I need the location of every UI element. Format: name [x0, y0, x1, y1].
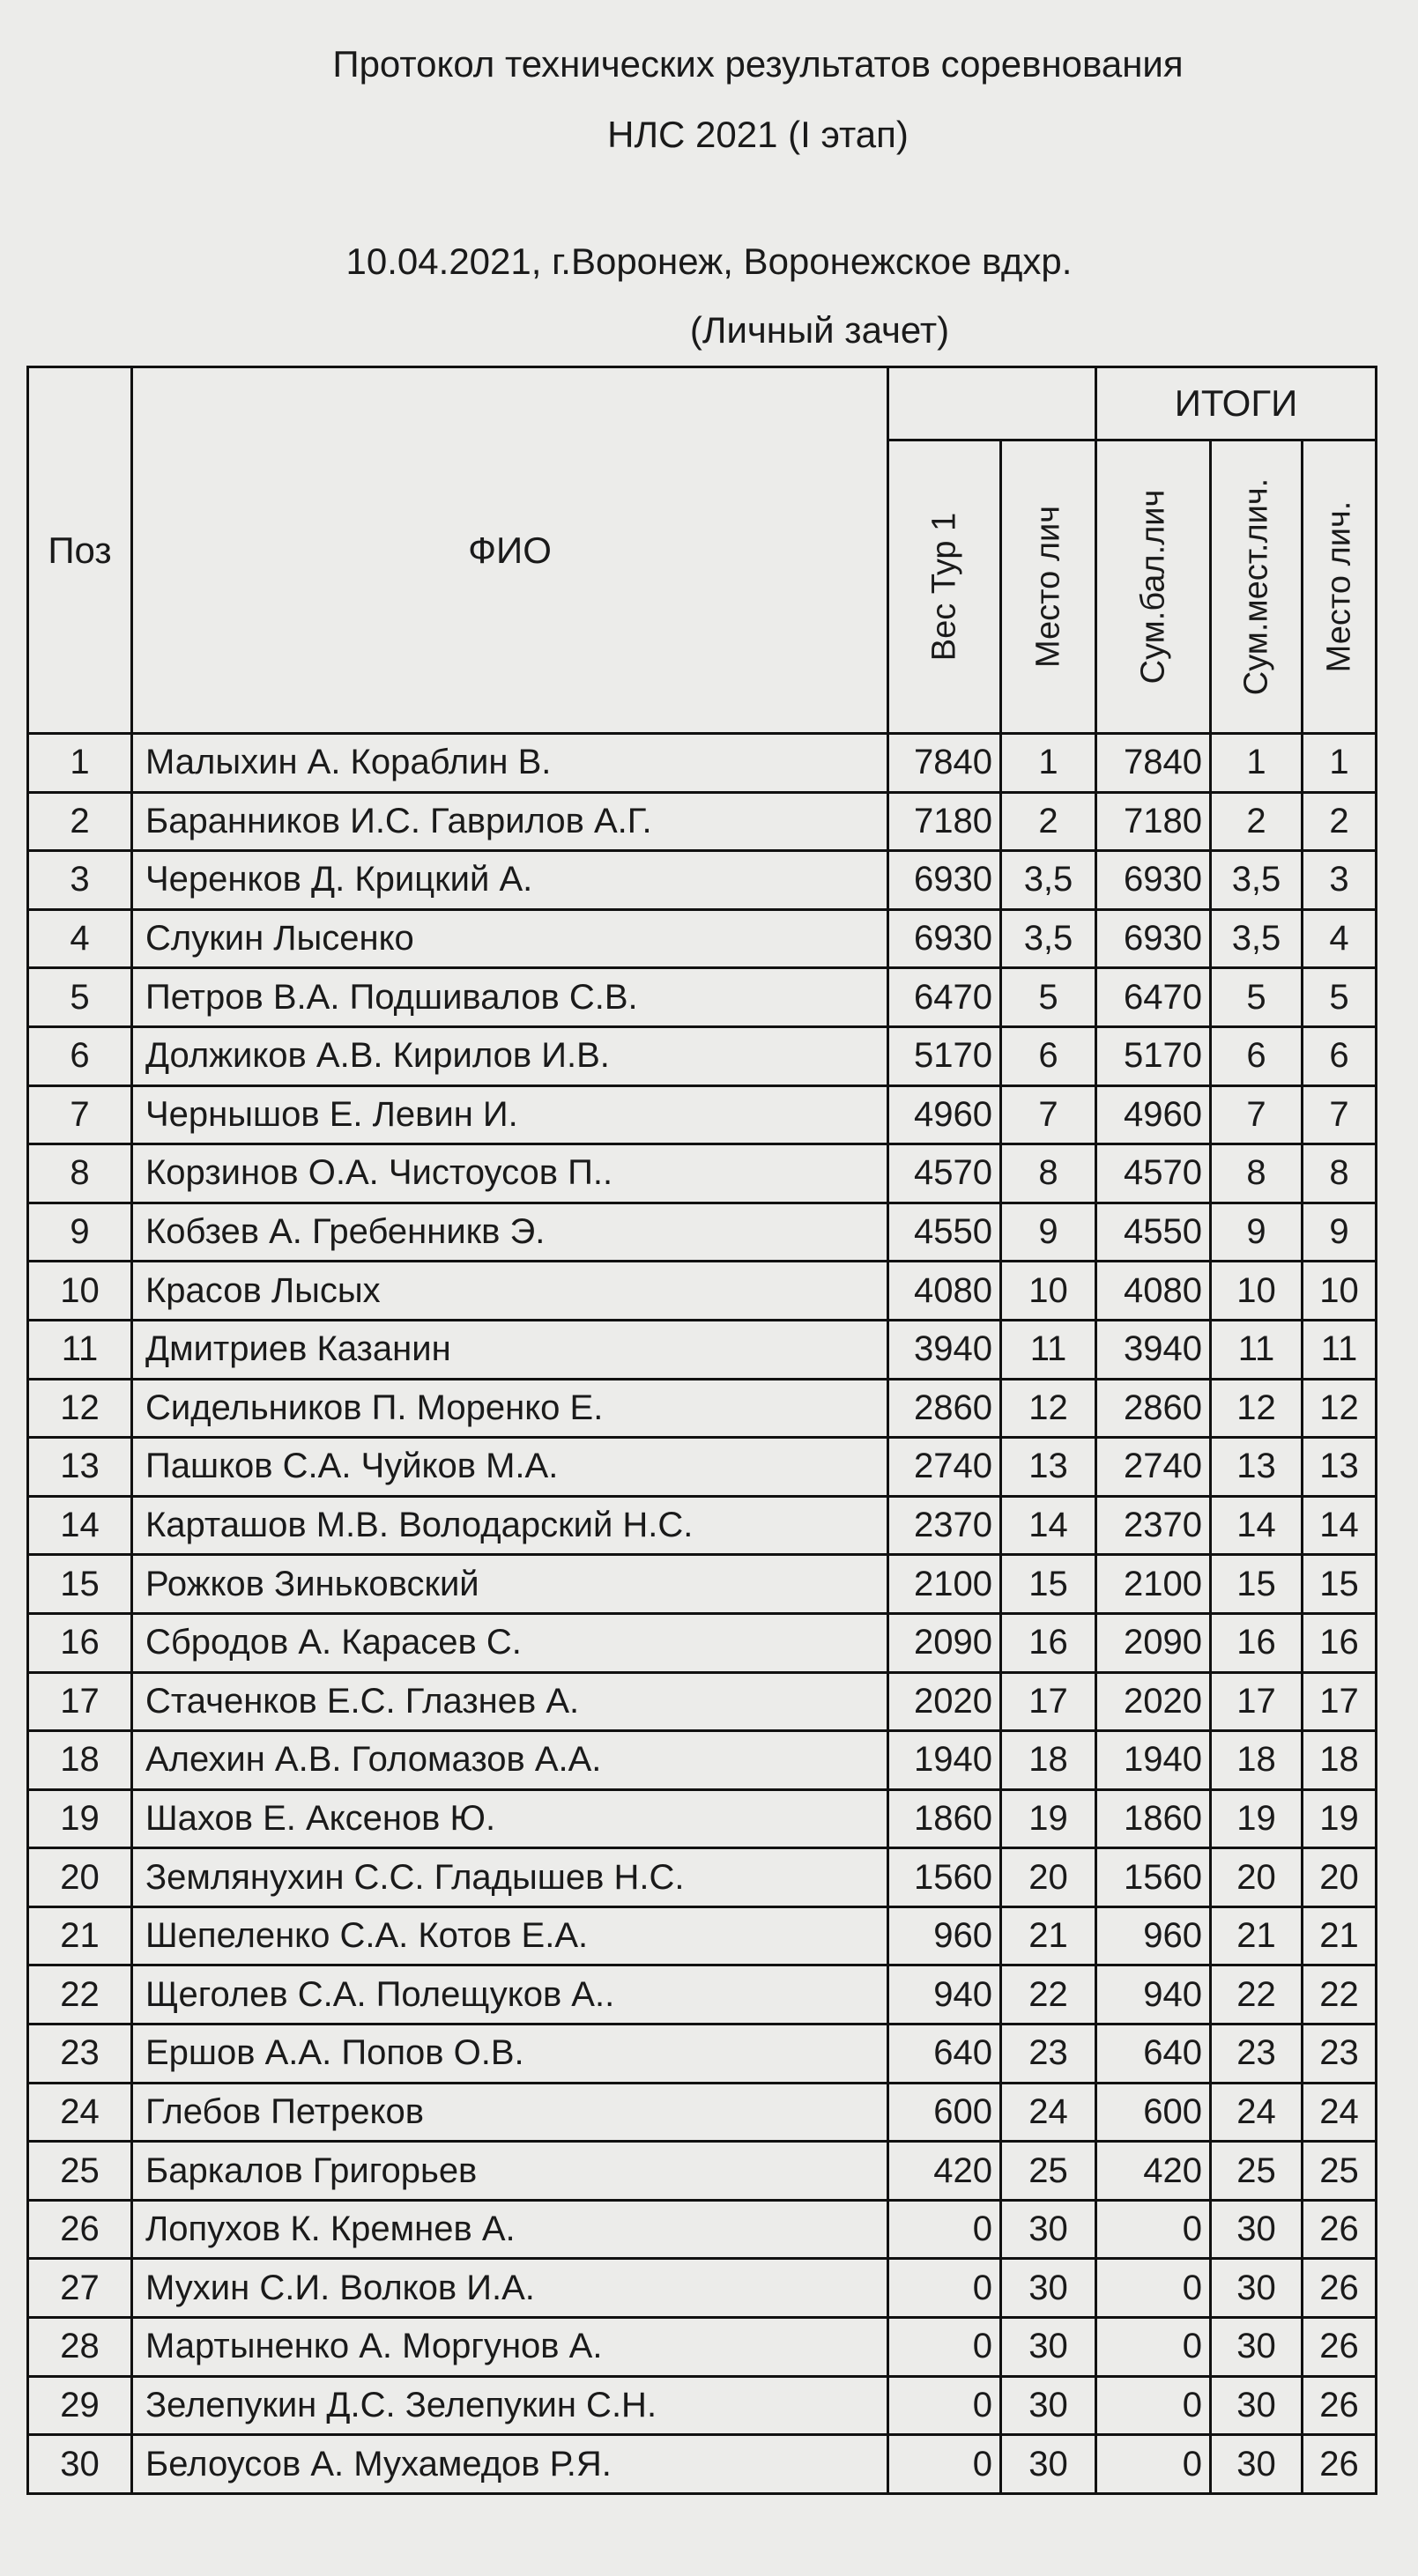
cell-mesto: 14 — [1001, 1496, 1096, 1555]
cell-mesto-lich: 26 — [1303, 2200, 1377, 2259]
cell-sum-mest: 17 — [1211, 1672, 1303, 1731]
table-row — [28, 909, 1377, 968]
cell-sum-bal: 2740 — [1096, 1438, 1211, 1497]
cell-ves: 960 — [888, 1906, 1001, 1965]
cell-sum-bal: 7840 — [1096, 734, 1211, 793]
cell-fio: Ершов А.А. Попов О.В. — [132, 2025, 888, 2084]
cell-pos: 6 — [28, 1026, 132, 1085]
table-row — [28, 734, 1377, 793]
table-row — [28, 2435, 1377, 2494]
cell-sum-bal: 1860 — [1096, 1789, 1211, 1848]
table-row — [28, 2142, 1377, 2201]
cell-ves: 4080 — [888, 1262, 1001, 1321]
cell-pos: 23 — [28, 2025, 132, 2084]
cell-mesto-lich: 2 — [1303, 792, 1377, 851]
cell-mesto-lich: 24 — [1303, 2083, 1377, 2142]
cell-sum-bal: 1560 — [1096, 1848, 1211, 1907]
cell-fio: Кобзев А. Гребенникв Э. — [132, 1203, 888, 1262]
cell-ves: 7840 — [888, 734, 1001, 793]
header-ves: Вес Тур 1 — [888, 440, 1001, 734]
cell-mesto: 22 — [1001, 1965, 1096, 2025]
cell-sum-bal: 960 — [1096, 1906, 1211, 1965]
table-row — [28, 2083, 1377, 2142]
table-row — [28, 2318, 1377, 2377]
header-blank — [888, 367, 1096, 440]
table-row — [28, 1965, 1377, 2025]
cell-sum-mest: 6 — [1211, 1026, 1303, 1085]
cell-mesto-lich: 8 — [1303, 1144, 1377, 1203]
cell-sum-mest: 3,5 — [1211, 851, 1303, 910]
cell-fio: Малыхин А. Кораблин В. — [132, 734, 888, 793]
cell-pos: 26 — [28, 2200, 132, 2259]
cell-sum-mest: 13 — [1211, 1438, 1303, 1497]
cell-mesto: 11 — [1001, 1320, 1096, 1379]
cell-mesto: 9 — [1001, 1203, 1096, 1262]
cell-mesto-lich: 12 — [1303, 1379, 1377, 1438]
header-pos: Поз — [28, 367, 132, 734]
cell-pos: 17 — [28, 1672, 132, 1731]
cell-ves: 0 — [888, 2435, 1001, 2494]
cell-mesto-lich: 21 — [1303, 1906, 1377, 1965]
cell-pos: 9 — [28, 1203, 132, 1262]
cell-ves: 7180 — [888, 792, 1001, 851]
cell-fio: Алехин А.В. Голомазов А.А. — [132, 1731, 888, 1790]
cell-sum-mest: 3,5 — [1211, 909, 1303, 968]
cell-pos: 30 — [28, 2435, 132, 2494]
cell-fio: Мартыненко А. Моргунов А. — [132, 2318, 888, 2377]
cell-pos: 22 — [28, 1965, 132, 2025]
table-row — [28, 1613, 1377, 1672]
cell-fio: Мухин С.И. Волков И.А. — [132, 2259, 888, 2318]
cell-mesto-lich: 7 — [1303, 1085, 1377, 1144]
cell-mesto: 5 — [1001, 968, 1096, 1027]
cell-sum-bal: 6470 — [1096, 968, 1211, 1027]
cell-sum-bal: 4960 — [1096, 1085, 1211, 1144]
cell-fio: Баркалов Григорьев — [132, 2142, 888, 2201]
cell-mesto: 1 — [1001, 734, 1096, 793]
header-fio: ФИО — [132, 367, 888, 734]
cell-sum-bal: 420 — [1096, 2142, 1211, 2201]
cell-mesto-lich: 1 — [1303, 734, 1377, 793]
cell-mesto-lich: 18 — [1303, 1731, 1377, 1790]
cell-fio: Шахов Е. Аксенов Ю. — [132, 1789, 888, 1848]
cell-pos: 29 — [28, 2376, 132, 2435]
cell-mesto-lich: 17 — [1303, 1672, 1377, 1731]
table-row — [28, 2025, 1377, 2084]
cell-ves: 4570 — [888, 1144, 1001, 1203]
cell-ves: 0 — [888, 2318, 1001, 2377]
table-row — [28, 1144, 1377, 1203]
cell-ves: 4960 — [888, 1085, 1001, 1144]
cell-pos: 25 — [28, 2142, 132, 2201]
cell-mesto-lich: 23 — [1303, 2025, 1377, 2084]
table-row — [28, 792, 1377, 851]
cell-sum-bal: 600 — [1096, 2083, 1211, 2142]
cell-fio: Корзинов О.А. Чистоусов П.. — [132, 1144, 888, 1203]
cell-ves: 2860 — [888, 1379, 1001, 1438]
cell-mesto-lich: 26 — [1303, 2318, 1377, 2377]
cell-fio: Черенков Д. Крицкий А. — [132, 851, 888, 910]
cell-ves: 420 — [888, 2142, 1001, 2201]
cell-mesto: 2 — [1001, 792, 1096, 851]
cell-pos: 20 — [28, 1848, 132, 1907]
header-itogi: ИТОГИ — [1096, 367, 1377, 440]
cell-sum-bal: 2090 — [1096, 1613, 1211, 1672]
cell-mesto-lich: 25 — [1303, 2142, 1377, 2201]
table-row — [28, 2376, 1377, 2435]
cell-sum-bal: 3940 — [1096, 1320, 1211, 1379]
cell-fio: Сидельников П. Моренко Е. — [132, 1379, 888, 1438]
cell-sum-mest: 30 — [1211, 2259, 1303, 2318]
date-place: 10.04.2021, г.Воронеж, Воронежское вдхр. — [345, 241, 1073, 282]
cell-sum-bal: 940 — [1096, 1965, 1211, 2025]
cell-fio: Слукин Лысенко — [132, 909, 888, 968]
cell-sum-mest: 19 — [1211, 1789, 1303, 1848]
cell-mesto: 12 — [1001, 1379, 1096, 1438]
cell-mesto: 23 — [1001, 2025, 1096, 2084]
cell-sum-mest: 16 — [1211, 1613, 1303, 1672]
document-title: Протокол технических результатов соревнования — [332, 43, 1184, 85]
cell-mesto: 25 — [1001, 2142, 1096, 2201]
table-row — [28, 1731, 1377, 1790]
table-row — [28, 851, 1377, 910]
cell-sum-bal: 0 — [1096, 2376, 1211, 2435]
cell-sum-mest: 2 — [1211, 792, 1303, 851]
cell-ves: 640 — [888, 2025, 1001, 2084]
cell-ves: 2370 — [888, 1496, 1001, 1555]
cell-mesto-lich: 19 — [1303, 1789, 1377, 1848]
cell-fio: Красов Лысых — [132, 1262, 888, 1321]
table-row — [28, 1379, 1377, 1438]
cell-pos: 5 — [28, 968, 132, 1027]
cell-ves: 2740 — [888, 1438, 1001, 1497]
cell-ves: 6930 — [888, 851, 1001, 910]
cell-sum-mest: 9 — [1211, 1203, 1303, 1262]
cell-mesto: 13 — [1001, 1438, 1096, 1497]
cell-ves: 1860 — [888, 1789, 1001, 1848]
table-row — [28, 1555, 1377, 1614]
cell-pos: 18 — [28, 1731, 132, 1790]
cell-pos: 1 — [28, 734, 132, 793]
cell-ves: 1560 — [888, 1848, 1001, 1907]
cell-ves: 2090 — [888, 1613, 1001, 1672]
cell-mesto-lich: 6 — [1303, 1026, 1377, 1085]
cell-mesto: 21 — [1001, 1906, 1096, 1965]
cell-ves: 6930 — [888, 909, 1001, 968]
cell-sum-bal: 2370 — [1096, 1496, 1211, 1555]
cell-mesto: 30 — [1001, 2259, 1096, 2318]
cell-mesto: 18 — [1001, 1731, 1096, 1790]
cell-sum-mest: 5 — [1211, 968, 1303, 1027]
table-row — [28, 1438, 1377, 1497]
cell-sum-bal: 6930 — [1096, 909, 1211, 968]
cell-ves: 4550 — [888, 1203, 1001, 1262]
cell-mesto-lich: 20 — [1303, 1848, 1377, 1907]
header-mesto: Место лич — [1001, 440, 1096, 734]
header-mesto-lich: Место лич. — [1303, 440, 1377, 734]
cell-mesto: 30 — [1001, 2200, 1096, 2259]
table-row — [28, 1320, 1377, 1379]
cell-fio: Баранников И.С. Гаврилов А.Г. — [132, 792, 888, 851]
table-row — [28, 1789, 1377, 1848]
cell-pos: 16 — [28, 1613, 132, 1672]
cell-sum-bal: 4570 — [1096, 1144, 1211, 1203]
cell-sum-mest: 30 — [1211, 2435, 1303, 2494]
cell-mesto-lich: 13 — [1303, 1438, 1377, 1497]
cell-fio: Глебов Петреков — [132, 2083, 888, 2142]
cell-pos: 14 — [28, 1496, 132, 1555]
cell-mesto: 19 — [1001, 1789, 1096, 1848]
results-table — [26, 366, 1377, 2495]
cell-pos: 19 — [28, 1789, 132, 1848]
cell-sum-mest: 10 — [1211, 1262, 1303, 1321]
cell-ves: 5170 — [888, 1026, 1001, 1085]
cell-mesto-lich: 10 — [1303, 1262, 1377, 1321]
table-row — [28, 1672, 1377, 1731]
cell-mesto: 17 — [1001, 1672, 1096, 1731]
cell-pos: 2 — [28, 792, 132, 851]
cell-fio: Карташов М.В. Володарский Н.С. — [132, 1496, 888, 1555]
cell-pos: 24 — [28, 2083, 132, 2142]
cell-ves: 1940 — [888, 1731, 1001, 1790]
cell-mesto-lich: 16 — [1303, 1613, 1377, 1672]
cell-ves: 0 — [888, 2259, 1001, 2318]
cell-fio: Щеголев С.А. Полещуков А.. — [132, 1965, 888, 2025]
cell-sum-mest: 21 — [1211, 1906, 1303, 1965]
cell-mesto-lich: 26 — [1303, 2435, 1377, 2494]
cell-ves: 2020 — [888, 1672, 1001, 1731]
cell-mesto: 3,5 — [1001, 851, 1096, 910]
cell-sum-bal: 2860 — [1096, 1379, 1211, 1438]
cell-sum-bal: 2020 — [1096, 1672, 1211, 1731]
cell-fio: Рожков Зиньковский — [132, 1555, 888, 1614]
cell-mesto: 6 — [1001, 1026, 1096, 1085]
standings-type: (Личный зачет) — [689, 309, 950, 351]
cell-sum-mest: 1 — [1211, 734, 1303, 793]
cell-fio: Должиков А.В. Кирилов И.В. — [132, 1026, 888, 1085]
cell-sum-bal: 7180 — [1096, 792, 1211, 851]
cell-fio: Дмитриев Казанин — [132, 1320, 888, 1379]
table-row — [28, 1203, 1377, 1262]
cell-sum-mest: 7 — [1211, 1085, 1303, 1144]
cell-sum-bal: 2100 — [1096, 1555, 1211, 1614]
cell-sum-bal: 640 — [1096, 2025, 1211, 2084]
cell-pos: 15 — [28, 1555, 132, 1614]
cell-fio: Зелепукин Д.С. Зелепукин С.Н. — [132, 2376, 888, 2435]
cell-sum-mest: 11 — [1211, 1320, 1303, 1379]
cell-sum-bal: 4080 — [1096, 1262, 1211, 1321]
cell-sum-bal: 5170 — [1096, 1026, 1211, 1085]
cell-sum-bal: 0 — [1096, 2259, 1211, 2318]
cell-mesto-lich: 15 — [1303, 1555, 1377, 1614]
cell-mesto: 30 — [1001, 2435, 1096, 2494]
cell-sum-bal: 0 — [1096, 2435, 1211, 2494]
cell-fio: Шепеленко С.А. Котов Е.А. — [132, 1906, 888, 1965]
cell-pos: 8 — [28, 1144, 132, 1203]
cell-sum-mest: 30 — [1211, 2376, 1303, 2435]
cell-sum-bal: 4550 — [1096, 1203, 1211, 1262]
cell-pos: 3 — [28, 851, 132, 910]
cell-pos: 4 — [28, 909, 132, 968]
cell-sum-mest: 18 — [1211, 1731, 1303, 1790]
table-row — [28, 2259, 1377, 2318]
cell-sum-bal: 1940 — [1096, 1731, 1211, 1790]
cell-pos: 13 — [28, 1438, 132, 1497]
header-sum-mest: Сум.мест.лич. — [1211, 440, 1303, 734]
cell-sum-mest: 24 — [1211, 2083, 1303, 2142]
document-subtitle-stage: НЛС 2021 (I этап) — [607, 114, 909, 155]
cell-mesto-lich: 4 — [1303, 909, 1377, 968]
cell-sum-mest: 8 — [1211, 1144, 1303, 1203]
cell-mesto: 16 — [1001, 1613, 1096, 1672]
cell-mesto-lich: 26 — [1303, 2376, 1377, 2435]
cell-mesto-lich: 5 — [1303, 968, 1377, 1027]
table-row — [28, 1906, 1377, 1965]
cell-sum-mest: 30 — [1211, 2200, 1303, 2259]
cell-mesto: 3,5 — [1001, 909, 1096, 968]
cell-ves: 0 — [888, 2376, 1001, 2435]
cell-sum-bal: 0 — [1096, 2200, 1211, 2259]
cell-sum-mest: 30 — [1211, 2318, 1303, 2377]
cell-mesto-lich: 11 — [1303, 1320, 1377, 1379]
cell-ves: 6470 — [888, 968, 1001, 1027]
header-sum-bal: Сум.бал.лич — [1096, 440, 1211, 734]
cell-mesto-lich: 3 — [1303, 851, 1377, 910]
cell-ves: 940 — [888, 1965, 1001, 2025]
cell-sum-mest: 15 — [1211, 1555, 1303, 1614]
cell-ves: 2100 — [888, 1555, 1001, 1614]
cell-sum-mest: 20 — [1211, 1848, 1303, 1907]
cell-mesto: 24 — [1001, 2083, 1096, 2142]
cell-mesto: 20 — [1001, 1848, 1096, 1907]
cell-mesto: 7 — [1001, 1085, 1096, 1144]
cell-mesto: 30 — [1001, 2318, 1096, 2377]
cell-pos: 28 — [28, 2318, 132, 2377]
table-row — [28, 2200, 1377, 2259]
cell-ves: 3940 — [888, 1320, 1001, 1379]
cell-sum-mest: 12 — [1211, 1379, 1303, 1438]
cell-mesto: 15 — [1001, 1555, 1096, 1614]
table-row — [28, 968, 1377, 1027]
cell-pos: 27 — [28, 2259, 132, 2318]
cell-ves: 0 — [888, 2200, 1001, 2259]
cell-mesto-lich: 26 — [1303, 2259, 1377, 2318]
cell-sum-mest: 25 — [1211, 2142, 1303, 2201]
cell-mesto-lich: 14 — [1303, 1496, 1377, 1555]
cell-fio: Стаченков Е.С. Глазнев А. — [132, 1672, 888, 1731]
cell-mesto-lich: 9 — [1303, 1203, 1377, 1262]
cell-fio: Пашков С.А. Чуйков М.А. — [132, 1438, 888, 1497]
table-row — [28, 1262, 1377, 1321]
cell-fio: Сбродов А. Карасев С. — [132, 1613, 888, 1672]
cell-fio: Лопухов К. Кремнев А. — [132, 2200, 888, 2259]
cell-fio: Петров В.А. Подшивалов С.В. — [132, 968, 888, 1027]
cell-sum-mest: 22 — [1211, 1965, 1303, 2025]
cell-pos: 7 — [28, 1085, 132, 1144]
table-row — [28, 1848, 1377, 1907]
cell-fio: Чернышов Е. Левин И. — [132, 1085, 888, 1144]
cell-sum-mest: 23 — [1211, 2025, 1303, 2084]
table-row — [28, 1496, 1377, 1555]
cell-fio: Землянухин С.С. Гладышев Н.С. — [132, 1848, 888, 1907]
cell-ves: 600 — [888, 2083, 1001, 2142]
cell-sum-mest: 14 — [1211, 1496, 1303, 1555]
table-row — [28, 1026, 1377, 1085]
cell-fio: Белоусов А. Мухамедов Р.Я. — [132, 2435, 888, 2494]
cell-pos: 11 — [28, 1320, 132, 1379]
cell-pos: 10 — [28, 1262, 132, 1321]
cell-mesto: 10 — [1001, 1262, 1096, 1321]
table-row — [28, 1085, 1377, 1144]
cell-mesto-lich: 22 — [1303, 1965, 1377, 2025]
cell-pos: 12 — [28, 1379, 132, 1438]
cell-mesto: 8 — [1001, 1144, 1096, 1203]
cell-mesto: 30 — [1001, 2376, 1096, 2435]
cell-pos: 21 — [28, 1906, 132, 1965]
cell-sum-bal: 0 — [1096, 2318, 1211, 2377]
cell-sum-bal: 6930 — [1096, 851, 1211, 910]
